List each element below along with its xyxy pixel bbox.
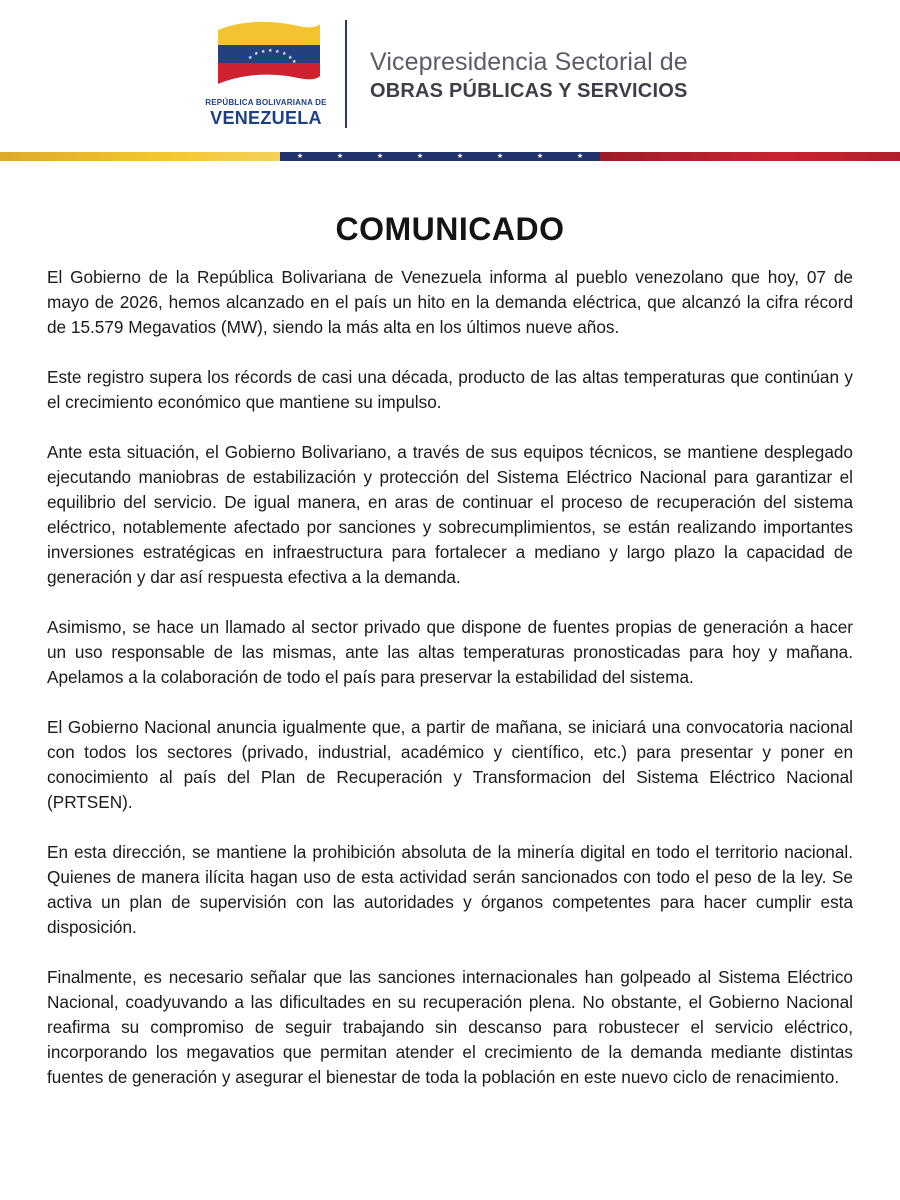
paragraph-2: Este registro supera los récords de casi una década, producto de las altas temperaturas que continúan y el crecimiento económico que mantiene su impulso. — [47, 367, 853, 412]
band-blue — [280, 152, 600, 161]
paragraph-1: El Gobierno de la República Bolivariana de Venezuela informa al pueblo venezolano que hoy, 07 de mayo de 2026, hemos alcanzado en el país un hito en la demanda eléctrica, que alcanzó la cifra récord de 15.579 Megavatios (MW), siendo la más alta en los últimos nueve años. — [47, 267, 853, 337]
svg-text:★: ★ — [254, 51, 259, 57]
svg-text:★: ★ — [275, 49, 280, 55]
header-divider — [345, 20, 347, 128]
band-stars-icon: ★ ★ ★ ★ ★ ★ ★ ★ — [296, 153, 584, 160]
document-title: COMUNICADO — [335, 211, 565, 247]
paragraph-3: Ante esta situación, el Gobierno Bolivariano, a través de sus equipos técnicos, se mantiene desplegado ejecutando maniobras de estabilización y protección del Sistema Eléctrico Nacional para garantizar el equilibrio del servicio. De igual manera, en aras de continuar el proceso de recuperación del sistema eléctrico, notablemente afectado por sanciones y sobrecumplimientos, se están realizando importantes inversiones estratégicas en infraestructura para fortalecer a mediano y largo plazo la capacidad de generación y dar así respuesta efectiva a la demanda. — [47, 442, 853, 587]
svg-text:★: ★ — [288, 55, 293, 61]
paragraph-7: Finalmente, es necesario señalar que las sanciones internacionales han golpeado al Sistema Eléctrico Nacional, coadyuvando a las dificultades en su recuperación plena. No obstante, el Gobierno Nacional reafirma su compromiso de seguir trabajando sin descanso para robustecer el servicio eléctrico, incorporando los megavatios que permitan atender el crecimiento de la demanda mediante distintas fuentes de generación y asegurar el bienestar de toda la población en este nuevo ciclo de renacimiento. — [47, 967, 853, 1087]
flag-color-band — [0, 152, 900, 161]
document-body — [47, 265, 853, 1115]
band-yellow — [0, 152, 280, 161]
country-subtitle: REPÚBLICA BOLIVARIANA DE — [205, 98, 327, 107]
paragraph-4: Asimismo, se hace un llamado al sector privado que dispone de fuentes propias de generación a hacer un uso responsable de las mismas, ante las altas temperaturas pronosticadas para hoy y mañana. Apelamos a la colaboración de todo el país para preservar la estabilidad del sistema. — [47, 617, 853, 687]
svg-text:★: ★ — [268, 48, 273, 54]
paragraph-5: El Gobierno Nacional anuncia igualmente que, a partir de mañana, se iniciará una convocatoria nacional con todos los sectores (privado, industrial, académico y científico, etc.) para presentar y poner en conocimiento al país del Plan de Recuperación y Transformacion del Sistema Eléctrico Nacional (PRTSEN). — [47, 717, 853, 812]
country-name: VENEZUELA — [210, 108, 322, 128]
ministry-name-line1: Vicepresidencia Sectorial de — [370, 48, 688, 76]
band-red — [600, 152, 900, 161]
letterhead — [0, 0, 900, 165]
paragraph-6: En esta dirección, se mantiene la prohibición absoluta de la minería digital en todo el territorio nacional. Quienes de manera ilícita hagan uso de esta actividad serán sancionados con todo el peso de la ley. Se activa un plan de supervisión con las autoridades y órganos competentes para hacer cumplir esta disposición. — [47, 842, 853, 937]
svg-text:★: ★ — [261, 49, 266, 55]
svg-text:★: ★ — [282, 51, 287, 57]
ministry-name-line2: OBRAS PÚBLICAS Y SERVICIOS — [370, 80, 688, 102]
svg-text:★: ★ — [292, 59, 297, 65]
venezuela-flag-logo — [212, 16, 322, 88]
svg-text:★: ★ — [248, 55, 253, 61]
